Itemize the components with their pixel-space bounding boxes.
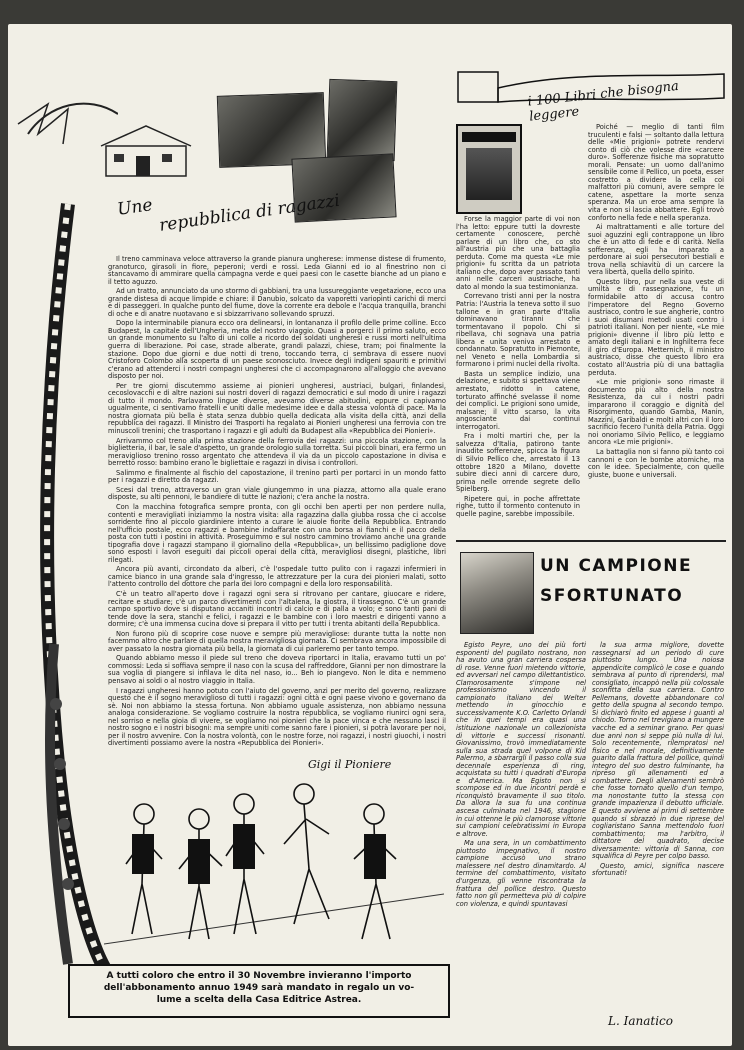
paragraph: Correvano tristi anni per la nostra Patria: l'Austria la teneva sotto il suo tallone e in gran parte d'Italia dominavano tiranni che tormentavano il popolo. Chi si ribellava, chi sognava una patria libera e unita veniva arrestato e condannato. Sopratutto in Piemonte, nel Veneto e nella Lombardia si formarono i primi nuclei della rivolta. — [456, 292, 580, 369]
book-review-col2 — [588, 124, 724, 481]
subscription-notice — [68, 964, 450, 1018]
magazine-page — [8, 24, 732, 1046]
article-repubblica-ragazzi — [108, 256, 446, 750]
paragraph: Salimmo e finalmente al fischio del capostazione, il trenino partì per portarci in un mondo fatto per i ragazzi e diretto da ragazzi. — [108, 468, 446, 485]
signature-ianatico: L. Ianatico — [608, 1014, 673, 1028]
paragraph: Ripetere qui, in poche affrettate righe, tutto il tormento contenuto in quelle pagine, sarebbe impossibile. — [456, 494, 580, 518]
paragraph: Dopo la interminabile pianura ecco ora delinearsi, in lontananza il profilo delle prime colline. Ecco Budapest, la capitale dell'Ungheria, meta del nostro viaggio. Quasi a porgerci il primo saluto, ecco un grande monumento su l'alto di uni colle a ricordo dei soldati ungheresi e russi morti nell'ultima guerra di liberazione. Poi case, strade alberate, grandi palazzi, chiese, tram; poi finalmente la stazione. Dopo due giorni e due notti di treno, toccando terra, ci sembrava di essere nuovi Cristoforo Colombo alla scoperta di un paese sconosciuto. Invece degli indigeni spauriti e primitivi c'erano ad attenderci i nostri compagni ungheresi che ci accompagnarono all'alloggio che avevano disposto per noi. — [108, 319, 446, 381]
notice-line-1: A tutti coloro che entro il 30 Novembre invieranno l'importo — [106, 971, 412, 981]
paragraph: Basta un semplice indizio, una delazione, e subito si spettava viene arrestato, ridotto in catene, torturato affinché svelasse il nome dei complici. Le prigioni sono umide, malsane; il vitto scarso, la vita angosciante dai continui interrogatori. — [456, 369, 580, 431]
book-review-col1 — [456, 216, 580, 520]
paragraph: Poiché — meglio di tanti film truculenti e falsi — soltanto dalla lettura delle «Mie prigioni» potrete rendervi conto di ciò che volesse dire «carcere duro». Sofferenze fisiche ma sopratutto morali. Pensate: un uomo dall'animo sensibile come il Pellico, un poeta, esser costretto a dividere la cella coi malfattori più comuni, avere sempre le catene, aspettare la morte senza speranza. Ma un eroe ama sempre la vita e non si lascia abbattere. Egli trovò conforto nella fede e nella speranza. — [588, 123, 724, 222]
books-banner-title: i 100 Libri che bisogna leggere — [526, 78, 680, 125]
station-sketch — [96, 116, 206, 186]
notice-line-3: lume a scelta della Casa Editrice Astrea. — [156, 995, 362, 1005]
paragraph: Egisto Peyre, uno dei più forti esponenti del pugilato nostrano, non ha avuto una gran carriera cospersa di rose. Venne fuori mietendo vittorie, ed avversari nel campo dilettantistico. Clamorosamente s'impone nel professionismo vincendo il campionato italiano dei Welter mettendo in ginocchio e successivamente K.O. Carletto Orlandi che in quei tempi era quasi una istituzione nazionale un collezionista di vittorie e successi risonanti. Giovanissimo, trovò immediatamente sulla sua strada quel volpone di Kid Palermo, a sbarrargli il passo colla sua decennale esperienza di ring, acquistata su tutti i quadrati d'Europa e d'America. Ma Egisto non si scompose ed in due incontri perdè e riconquistò bravamente il suo titolo. Da allora la sua fu una continua ascesa culminata nel 1946, stagione in cui ottenne le più clamorose vittorie sui campioni celebratissimi in Europa e altrove. — [456, 641, 586, 838]
paragraph: Forse la maggior parte di voi non l'ha letto: eppure tutti la dovreste certamente conoscere, perchè parlare di un libro che, co sto all'austria più che una battaglia perduta. Come ma questa «Le mie prigioni» fu scritta da un patriota italiano che, dopo aver passato tanti anni nelle carceri austriache, ha dato al mondo la sua testimonianza. — [456, 215, 580, 291]
book-cover-le-mie-prigioni — [456, 124, 522, 214]
sport-col2 — [592, 642, 724, 880]
paragraph: La battaglia non si fanno più tanto coi cannoni e con le bombe atomiche, ma con le idee. Specialmente, con quelle giuste, buone e universali. — [588, 447, 724, 479]
sport-title-line1: UN CAMPIONE — [540, 556, 693, 576]
paragraph: Ai maltrattamenti e alle torture del suoi aguzzini egli contrappone un libro che è un atto di fede e di carità. Nella sofferenza, egli ha imparato a perdonare ai suoi persecutori bestiali e trova nella schiavitù di un carcere la vera libertà, quella dello spirito. — [588, 223, 724, 277]
paragraph: Scesi dal treno, attraverso un gran viale giungemmo in una piazza, attorno alla quale erano disposte, su alti pennoni, le bandiere di tutte le nazioni; c'era anche la nostra. — [108, 485, 446, 502]
article-title-une: Une — [116, 195, 154, 220]
photo-boxer — [460, 552, 534, 634]
photo-train-station — [217, 92, 326, 168]
paragraph: Questo, amici, significa nascere sfortunati! — [592, 861, 724, 878]
paragraph: Il treno camminava veloce attraverso la grande pianura ungherese: immense distese di frumento, granoturco, girasoli in fiore, peperoni; verdi e rossi. Leda Gianni ed io al finestrino non ci stancavamo di ammirare quella campagna verde e quei paesi con le casette bianche ad un piano e il tetto aguzzo. — [108, 255, 446, 286]
paragraph: «Le mie prigioni» sono rimaste il documento più alto della nostra Resistenza, da cui i nostri padri impararono il coraggio e dignità del Risorgimento, quando Gamba, Manin, Mazzini, Garibaldi e molti altri con il loro sacrificio fecero l'unità della Patria. Oggi noi onoriamo Silvio Pellico, e leggiamo ancora «Le mie prigioni». — [588, 378, 724, 447]
paragraph: Ma una sera, in un combattimento piuttosto impegnativo, il nostro campione accusò uno strano malessere nel destro dinamitardo. Al termine del combattimento, visitato d'urgenza, gli venne riscontrata la frattura del pollice destro. Questo fatto non gli permetteva più di colpire con violenza, e quindi spuntavasi — [456, 839, 586, 908]
notice-line-2: dell'abbonamento annuo 1949 sarà mandato in regalo un vo- — [103, 983, 415, 993]
paragraph: la sua arma migliore, dovette rassegnarsi ad un periodo di cure piuttosto lungo. Una noiosa appendicite complicò le cose e quando sembrava al punto di riprendersi, mal consigliato, incappò nella più colossale sconfitta della sua carriera. Contro Pellemans, dovette abbandonare col getto della spugna al secondo tempo. Si dichiarò finito ed appese i guanti al chiodo. Torno nel trevigiano a mungere vacche ed a seminar grano. Per quasi due anni non si seppe più nulla di lui. Solo recentemente, rilempratosi nel fisico e nel morale, definitivamente guarito dalla frattura del pollice, quindi integro del suo destro fulminante, ha ripreso gli allenamenti ed a combattere. Degli allenamenti sembrò che fosse tornato quello d'un tempo, ma nonostante tutto la stessa con grande impazienza il debutto ufficiale. E questo avviene ai primi di settembre quando si sbrazzò in due riprese del cogliaristano Sanna mettendolo fuori combattimento; ma l'arbitro, il dittatore del quadrato, decise diversamente: vittoria di Sanna, con squalifica di Peyre per colpo basso. — [592, 641, 724, 861]
signature-gigi: Gigi il Pioniere — [308, 758, 392, 771]
paragraph: Arrivammo col treno alla prima stazione della ferrovia dei ragazzi: una piccola stazione, con la biglietteria, il bar, le sale d'aspetto, un grande orologio sulla torretta. Sui piccoli binari, era fermo un meraviglioso trenino rosso argentato che attendeva il via da un piccolo capostazione in divisa e berretto rosso: bambino erano le bigliettaie e ragazzi in divisa i controllori. — [108, 436, 446, 468]
section-divider — [456, 540, 726, 542]
paragraph: Ancora più avanti, circondato da alberi, c'è l'ospedale tutto pulito con i ragazzi infermieri in camice bianco in una grande sala d'ingresso, le attrezzature per la cura dei pionieri malati, sotto l'attento controllo del dottore che parla dei loro compagni e della loro responsabilità. — [108, 565, 446, 589]
paragraph: Questo libro, pur nella sua veste di umiltà e di rassegnazione, fu un formidabile atto di accusa contro l'imperatore del Regno Governo austriaco, contro le sue angherie, contro i suoi disumani metodi usati contro i patrioti italiani. Non per niente, «Le mie prigioni» divenne il libro più letto e amato degli italiani e in Inghilterra fece il giro d'Europa. Metternich, il ministro austriaco, disse che questo libro era costato all'Austria più di una battaglia perduta. — [588, 277, 724, 377]
sport-title-line2: SFORTUNATO — [540, 586, 684, 606]
paragraph: C'è un teatro all'aperto dove i ragazzi ogni sera si ritrovano per cantare, giuocare e ridere, recitare e studiare; c'è un parco divertimenti con l'altalena, la giostra, il tirassegno. C'è un grande campo sportivo dove si disputano accaniti incontri di calcio e di palla a volo; e sono tanti pani di tende dove la sera, stanchi e felici, i ragazzi e le bambine con i loro maestri e dirigenti vanno a dormire; c'è una immensa cucina dove si prepara il vitto per tutti i trenta abitanti della Repubblica. — [108, 589, 446, 629]
paragraph: Per tre giorni discutemmo assieme ai pionieri ungheresi, austriaci, bulgari, finlandesi, cecoslovacchi e di altre nazioni sui nostri doveri di ragazzi democratici e sul modo di unire i ragazzi di tutto il mondo. Parlavamo lingue diverse, avevamo diverse abitudini, eppure ci capivamo ugualmente, ci sentivamo fratelli e uniti dalle medesime idee e dalla stessa volontà di pace. Ma la nostra giornata più bella è stata senza dubbio quella dedicata alla visita della città, anzi della repubblica dei ragazzi. Il Ministro dei Trasporti ha regalato ai Pionieri ungheresi una ferrovia con tre minuscoli trenini; che trasportano i ragazzi e gli adulti da Budapest alla «Repubblica dei Pionieri». — [108, 381, 446, 436]
pioneers-illustration — [104, 774, 444, 959]
paragraph: Fra i molti martiri che, per la salvezza d'Italia, patirono tante inaudite sofferenze, spicca la figura di Silvio Pellico che, arrestato il 13 ottobre 1820 a Milano, dovette subire dieci anni di carcere duro, prima nelle orrende segrete dello Spielberg. — [456, 432, 580, 494]
paragraph: Quando abbiamo messo il piede sul treno che doveva riportarci in Italia, eravamo tutti un po' commossi: Leda si soffiava sempre il naso con la scusa del raffreddore, Gianni per non dimostrare la sua voglia di piangere si infilava le dita nel naso, io... Beh io piangevo. Non le dita e nemmeno pensavo ai soldi o al nostro viaggio in Italia. — [108, 654, 446, 685]
paragraph: Ad un tratto, annunciato da uno stormo di gabbiani, tra una lussureggiante vegetazione, ecco una grande distesa di acque limpide e chiare: il Danubio, solcato da vaporetti variopinti carichi di merci e di passeggeri. In qualche punto del fiume, dove la corrente era debole e l'acqua tranquilla, branchi di oche e di anatre nuotavano e si sbizzarrivano sollevando spruzzi. — [108, 287, 446, 318]
paragraph: Con la macchina fotografica sempre pronta, con gli occhi ben aperti per non perdere nulla, contenti e meravigliati iniziammo la nostra visita: alla ragazzina dalla giubba rossa che ci accolse sorridente fino al piccolo giardiniere intento a curare le aiuole fiorite della Repubblica. Entrando nell'ufficio postale, ecco ragazzi e bambine indaffarate con una borsa ai fianchi e il pacco della posta con tutti i postini in attività. Proseguimmo e sul nostro cammino troviamo anche una grande tipografia dove i ragazzi stampano il giornalino della «Repubblica», un bellissimo padiglione dove sono esposti i lavori eseguiti dai piccoli operai della città, meravigliosi disegni, plastiche, libri rilegati. — [108, 502, 446, 564]
paragraph: Non furono più di scoprire cose nuove e sempre più meravigliose: durante tutta la notte non facemmo altro che parlare di quella nostra meravigliosa giornata. Ci sembrava ancora impossibile di aver passato la nostra giornata più bella, la giornata di cui parleremo per tanto tempo. — [108, 629, 446, 653]
paragraph: I ragazzi ungheresi hanno potuto con l'aiuto del governo, anzi per merito del governo, realizzare questo che è il sogno meraviglioso di tutti i ragazzi: ogni città e ogni paese vivono e governano da sè. Noi non abbiamo la stessa fortuna. Non abbiamo uguale assistenza, non abbiamo nessuna analoga considerazione. Se vogliamo costruire la nostra repubblica, se vogliamo riunirci ogni sera, nel sorriso e nella gioia di vivere, se vogliamo noi pionieri che la pace vinca e che nessuno lasci il nostro sogno e i nostri bisogni: ma sempre uniti come sanno fare i pionieri, si potrà lavorare per noi, per il nostro avvenire. Con la nostra volontà, con le nostre forze, noi ragazzi, i nostri giuochi, i nostri divertimenti possiamo avere la nostra «Repubblica dei Pionieri». — [108, 686, 446, 748]
railway-illustration — [8, 64, 118, 984]
article-title-repubblica: repubblica di ragazzi — [158, 190, 342, 236]
sport-col1 — [456, 642, 586, 910]
photo-pioneer — [327, 79, 398, 161]
